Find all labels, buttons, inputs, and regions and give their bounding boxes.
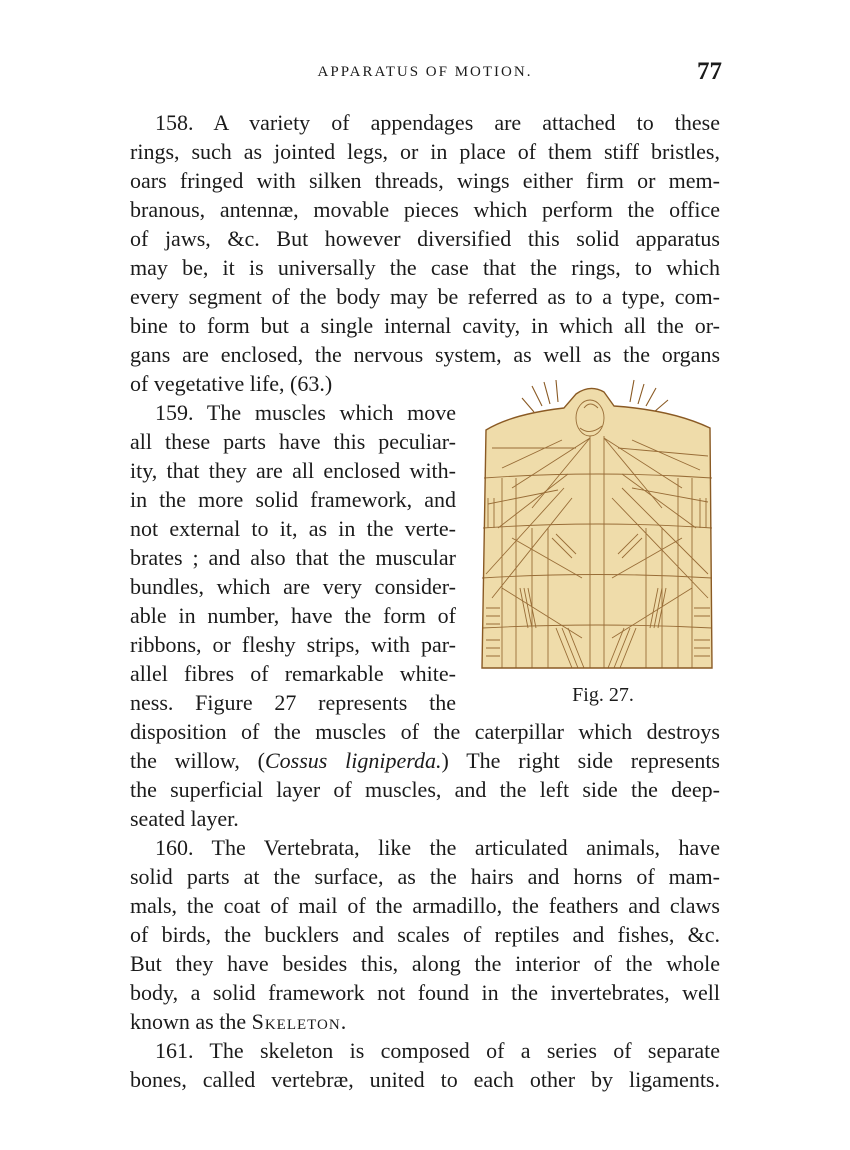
- text-span: ) The right side represents: [441, 748, 720, 773]
- text-line: [130, 1007, 720, 1036]
- text-line: ribbons, or fleshy strips, with par-: [130, 632, 456, 657]
- text-line: bones, called vertebræ, united to each other by ligaments.: [130, 1067, 720, 1092]
- species-name: Cossus ligniperda.: [264, 748, 442, 773]
- text-line: all these parts have this peculiar-: [130, 429, 456, 454]
- text-line: bundles, which are very consider-: [130, 574, 456, 599]
- text-span: .: [340, 1009, 347, 1034]
- text-line: seated layer.: [130, 806, 239, 831]
- text-span: the willow, (: [130, 748, 265, 773]
- text-line: bine to form but a single internal cavity, in which all the or-: [130, 313, 720, 338]
- text-line: of jaws, &c. But however diversified this solid apparatus: [130, 226, 720, 251]
- text-line: brates ; and also that the muscular: [130, 545, 456, 570]
- running-head: APPARATUS OF MOTION.: [317, 64, 533, 80]
- text-line: the superficial layer of muscles, and the left side the deep-: [130, 777, 720, 802]
- text-line: oars fringed with silken threads, wings either firm or mem-: [130, 168, 720, 193]
- text-line: not external to it, as in the verte-: [130, 516, 456, 541]
- caterpillar-muscle-figure: [472, 378, 724, 678]
- text-line: able in number, have the form of: [130, 603, 456, 628]
- skeleton-term: Skeleton: [251, 1009, 341, 1034]
- figure-caption: Fig. 27.: [572, 684, 634, 706]
- text-line: 160. The Vertebrata, like the articulated animals, have: [155, 835, 720, 860]
- text-line: But they have besides this, along the interior of the whole: [130, 951, 720, 976]
- text-line: in the more solid framework, and: [130, 487, 456, 512]
- text-line: ness. Figure 27 represents the: [130, 690, 456, 715]
- text-line: 159. The muscles which move: [155, 400, 456, 425]
- page-number: 77: [697, 58, 722, 85]
- text-line: gans are enclosed, the nervous system, as well as the organs: [130, 342, 720, 367]
- text-line: of vegetative life, (63.): [130, 371, 333, 396]
- text-line: allel fibres of remarkable white-: [130, 661, 456, 686]
- text-line: ity, that they are all enclosed with-: [130, 458, 456, 483]
- text-line: mals, the coat of mail of the armadillo, the feathers and claws: [130, 893, 720, 918]
- text-line: disposition of the muscles of the caterpillar which destroys: [130, 719, 720, 744]
- text-line: of birds, the bucklers and scales of reptiles and fishes, &c.: [130, 922, 720, 947]
- text-line: branous, antennæ, movable pieces which perform the office: [130, 197, 720, 222]
- text-line: rings, such as jointed legs, or in place of them stiff bristles,: [130, 139, 720, 164]
- page-header: [130, 60, 720, 90]
- text-line: [130, 746, 720, 775]
- text-line: every segment of the body may be referred as to a type, com-: [130, 284, 720, 309]
- text-span: known as the: [130, 1009, 252, 1034]
- text-line: 161. The skeleton is composed of a series of separate: [155, 1038, 720, 1063]
- text-line: may be, it is universally the case that the rings, to which: [130, 255, 720, 280]
- text-line: 158. A variety of appendages are attached to these: [155, 110, 720, 135]
- text-line: solid parts at the surface, as the hairs and horns of mam-: [130, 864, 720, 889]
- text-line: body, a solid framework not found in the invertebrates, well: [130, 980, 720, 1005]
